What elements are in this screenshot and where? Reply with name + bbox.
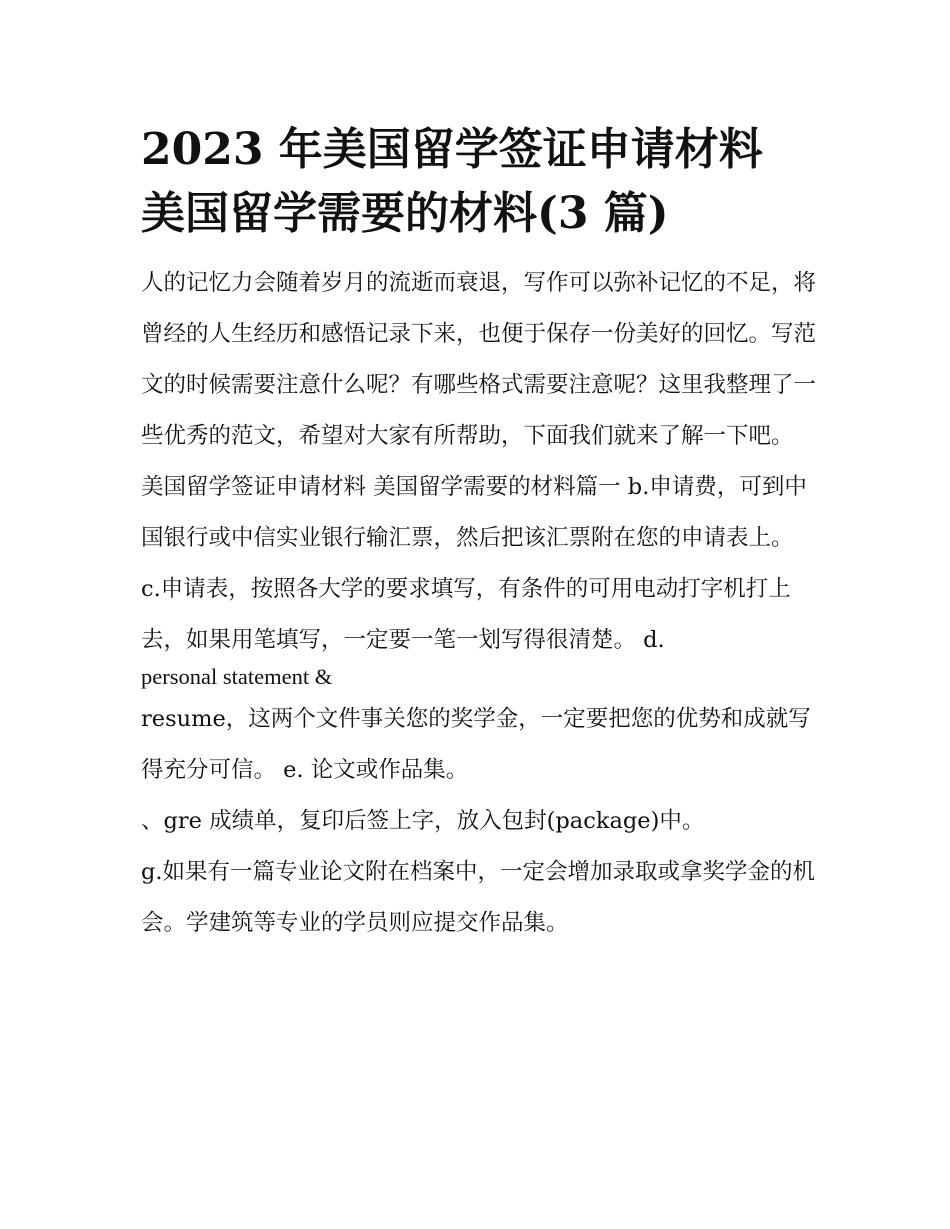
- title-line-2: 美国留学需要的材料(3 篇): [141, 188, 669, 239]
- paragraph-c: [141, 564, 816, 666]
- document-body: [141, 118, 816, 949]
- document-title: [141, 118, 816, 246]
- title-line-1: 2023 年美国留学签证申请材料: [141, 124, 763, 175]
- intro-paragraph: 人的记忆力会随着岁月的流逝而衰退，写作可以弥补记忆的不足，将曾经的人生经历和感悟记录下来，也便于保存一份美好的回忆。写范文的时候需要注意什么呢？有哪些格式需要注意呢？这里我整理了一些优秀的范文，希望对大家有所帮助，下面我们就来了解一下吧。: [141, 270, 817, 449]
- paragraph-c-text: c.申请表，按照各大学的要求填写，有条件的可用电动打字机打上去，如果用笔填写，一定要一笔一划写得很清楚。 d.: [141, 576, 791, 653]
- paragraph-g: g.如果有一篇专业论文附在档案中，一定会增加录取或拿奖学金的机会。学建筑等专业的学员则应提交作品集。: [141, 859, 816, 936]
- paragraph-f: 、gre 成绩单，复印后签上字，放入包封(package)中。: [141, 808, 705, 834]
- paragraph-c-resume: resume，这两个文件事关您的奖学金，一定要把您的优势和成就写得充分可信。 e. 论文或作品集。: [141, 706, 811, 783]
- paragraph-c-english-text: personal statement &: [141, 664, 333, 689]
- paragraph-b: 美国留学签证申请材料 美国留学需要的材料篇一 b.申请费，可到中国银行或中信实业银行输汇票，然后把该汇票附在您的申请表上。: [141, 474, 807, 551]
